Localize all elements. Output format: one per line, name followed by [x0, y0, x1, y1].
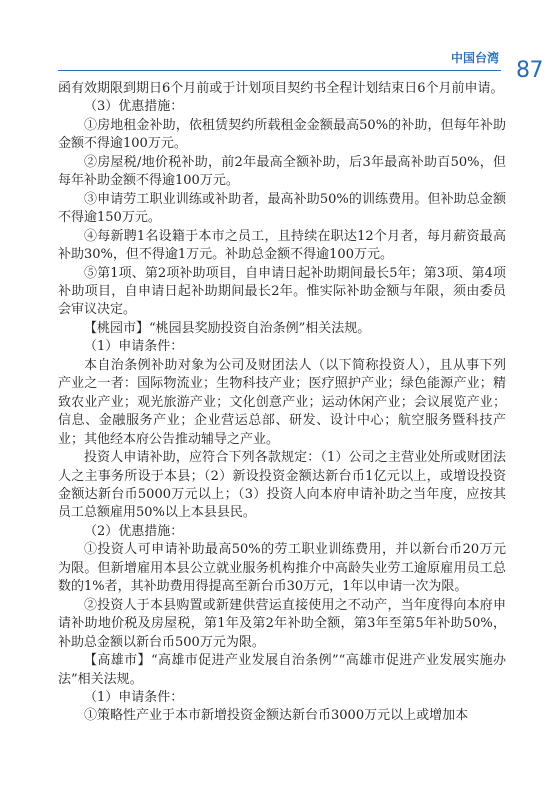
section-heading-kaohsiung: 【高雄市】“高雄市促进产业发展自治条例”“高雄市促进产业发展实施办法”相关法规。: [58, 653, 506, 687]
list-item: ①房地租金补助，依租赁契约所载租金金额最高50%的补助，但每年补助金额不得逾100万元。: [58, 117, 506, 152]
section-title: 中国台湾: [450, 51, 499, 65]
subheading-incentives: （3）优惠措施：: [84, 99, 184, 115]
list-item: ②投资人于本县购置或新建供营运直接使用之不动产，当年度得向本府申请补助地价税及房屋税，第1年及第2年补助全额，第3年至第5年补助50%，补助总金额以新台币500万元为限。: [58, 597, 506, 650]
page-number: 87: [516, 58, 543, 83]
subheading-conditions: （1）申请条件：: [84, 339, 184, 355]
list-item: ②房屋税/地价税补助，前2年最高全额补助，后3年最高补助百50%，但每年补助金额不得逾100万元。: [58, 154, 506, 189]
section-heading-taoyuan: 【桃园市】“桃园县奖励投资自治条例”相关法规。: [84, 320, 371, 336]
body-text: [58, 80, 506, 726]
paragraph: 投资人申请补助，应符合下列各款规定：（1）公司之主营业处所或财团法人之主事务所设于本县；（2）新设投资金额达新台币1亿元以上，或增设投资金额达新台币5000万元以上；（3）投资人向本府申请补助之当年度，应按其员工总额雇用50%以上本县县民。: [58, 450, 506, 521]
paragraph-continuation: 函有效期限到期日6个月前或于计划项目契约书全程计划结束日6个月前申请。: [58, 81, 504, 96]
list-item: ③申请劳工职业训练或补助者，最高补助50%的训练费用。但补助总金额不得逾150万元。: [58, 191, 506, 226]
paragraph: 本自治条例补助对象为公司及财团法人（以下简称投资人），且从事下列产业之一者：国际物流业；生物科技产业；医疗照护产业；绿色能源产业；精致农业产业；观光旅游产业；文化创意产业；运动休闲产业；会议展览产业；信息、金融服务产业；企业营运总部、研发、设计中心；航空服务暨科技产业；其他经本府公告推动辅导之产业。: [58, 357, 506, 447]
list-item: ④每新聘1名设籍于本市之员工，且持续在职达12个月者，每月薪资最高补助30%，但不得逾1万元。补助总金额不得逾100万元。: [58, 228, 506, 263]
list-item: ⑤第1项、第2项补助项目，自申请日起补助期间最长5年；第3项、第4项补助项目，自申请日起补助期间最长2年。惟实际补助金额与年限，须由委员会审议决定。: [58, 265, 506, 318]
list-item: ①策略性产业于本市新增投资金额达新台币3000万元以上或增加本: [84, 708, 469, 724]
header-rule: [58, 70, 501, 71]
page-header: [0, 0, 559, 83]
subheading-incentives: （2）优惠措施：: [84, 523, 184, 539]
list-item: ①投资人可申请补助最高50%的劳工职业训练费用，并以新台币20万元为限。但新增雇用本县公立就业服务机构推介中高龄失业劳工逾原雇用员工总数的1%者，其补助费用得提高至新台币30万元，1年以申请一次为限。: [58, 542, 506, 595]
subheading-conditions: （1）申请条件：: [84, 689, 184, 705]
